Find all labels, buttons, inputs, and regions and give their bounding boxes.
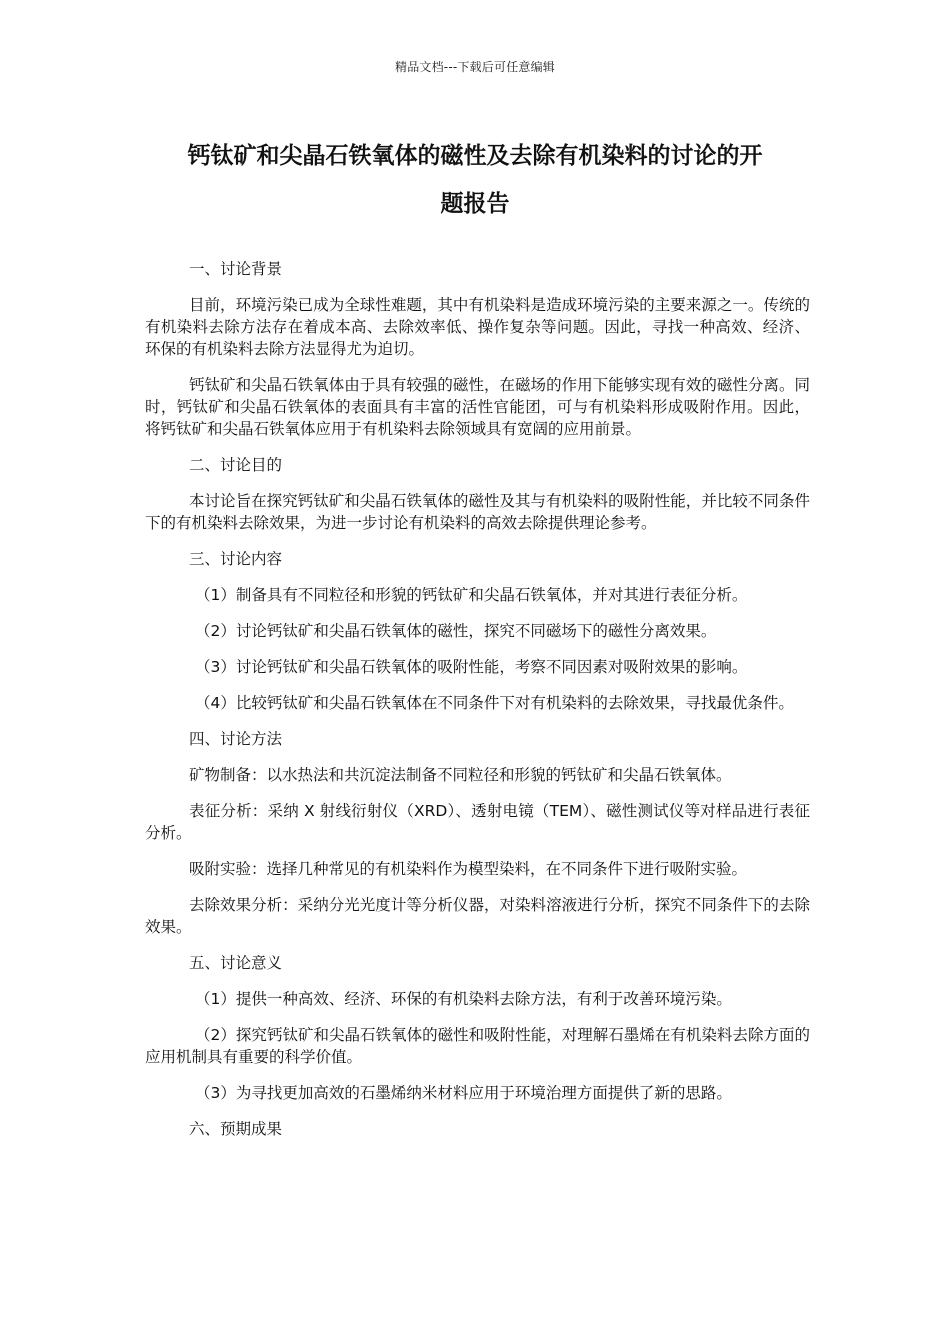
purpose-paragraph: 本讨论旨在探究钙钛矿和尖晶石铁氧体的磁性及其与有机染料的吸附性能，并比较不同条件下的有机染料去除效果，为进一步讨论有机染料的高效去除提供理论参考。 — [145, 492, 810, 532]
section-heading-background: 一、讨论背景 — [189, 260, 283, 278]
content-item-4: （4）比较钙钛矿和尖晶石铁氧体在不同条件下对有机染料的去除效果，寻找最优条件。 — [195, 694, 794, 712]
document-body — [145, 258, 810, 1154]
methods-characterization: 表征分析：采纳 X 射线衍射仪（XRD）、透射电镜（TEM）、磁性测试仪等对样品进行表征分析。 — [145, 802, 810, 842]
background-paragraph-2: 钙钛矿和尖晶石铁氧体由于具有较强的磁性，在磁场的作用下能够实现有效的磁性分离。同时，钙钛矿和尖晶石铁氧体的表面具有丰富的活性官能团，可与有机染料形成吸附作用。因此，将钙钛矿和尖晶石铁氧体应用于有机染料去除领域具有宽阔的应用前景。 — [145, 376, 810, 438]
methods-removal-analysis: 去除效果分析：采纳分光光度计等分析仪器，对染料溶液进行分析，探究不同条件下的去除效果。 — [145, 896, 810, 936]
section-heading-significance: 五、讨论意义 — [189, 954, 283, 972]
methods-preparation: 矿物制备：以水热法和共沉淀法制备不同粒径和形貌的钙钛矿和尖晶石铁氧体。 — [189, 766, 732, 784]
section-heading-methods: 四、讨论方法 — [189, 730, 283, 748]
background-paragraph-1: 目前，环境污染已成为全球性难题，其中有机染料是造成环境污染的主要来源之一。传统的有机染料去除方法存在着成本高、去除效率低、操作复杂等问题。因此，寻找一种高效、经济、环保的有机染料去除方法显得尤为迫切。 — [145, 296, 810, 358]
content-item-2: （2）讨论钙钛矿和尖晶石铁氧体的磁性，探究不同磁场下的磁性分离效果。 — [195, 622, 717, 640]
section-heading-content: 三、讨论内容 — [189, 550, 283, 568]
methods-adsorption: 吸附实验：选择几种常见的有机染料作为模型染料，在不同条件下进行吸附实验。 — [189, 860, 748, 878]
section-heading-expected-results: 六、预期成果 — [189, 1120, 283, 1138]
content-item-3: （3）讨论钙钛矿和尖晶石铁氧体的吸附性能，考察不同因素对吸附效果的影响。 — [195, 658, 748, 676]
significance-item-1: （1）提供一种高效、经济、环保的有机染料去除方法，有利于改善环境污染。 — [195, 990, 732, 1008]
header-note: 精品文档---下载后可任意编辑 — [395, 60, 555, 74]
content-item-1: （1）制备具有不同粒径和形貌的钙钛矿和尖晶石铁氧体，并对其进行表征分析。 — [195, 586, 748, 604]
title-line-1: 钙钛矿和尖晶石铁氧体的磁性及去除有机染料的讨论的开 — [187, 143, 763, 169]
document-title — [145, 132, 805, 228]
section-heading-purpose: 二、讨论目的 — [189, 456, 283, 474]
title-line-2: 题报告 — [440, 191, 510, 217]
significance-item-2: （2）探究钙钛矿和尖晶石铁氧体的磁性和吸附性能，对理解石墨烯在有机染料去除方面的应用机制具有重要的科学价值。 — [145, 1026, 810, 1066]
significance-item-3: （3）为寻找更加高效的石墨烯纳米材料应用于环境治理方面提供了新的思路。 — [195, 1084, 732, 1102]
